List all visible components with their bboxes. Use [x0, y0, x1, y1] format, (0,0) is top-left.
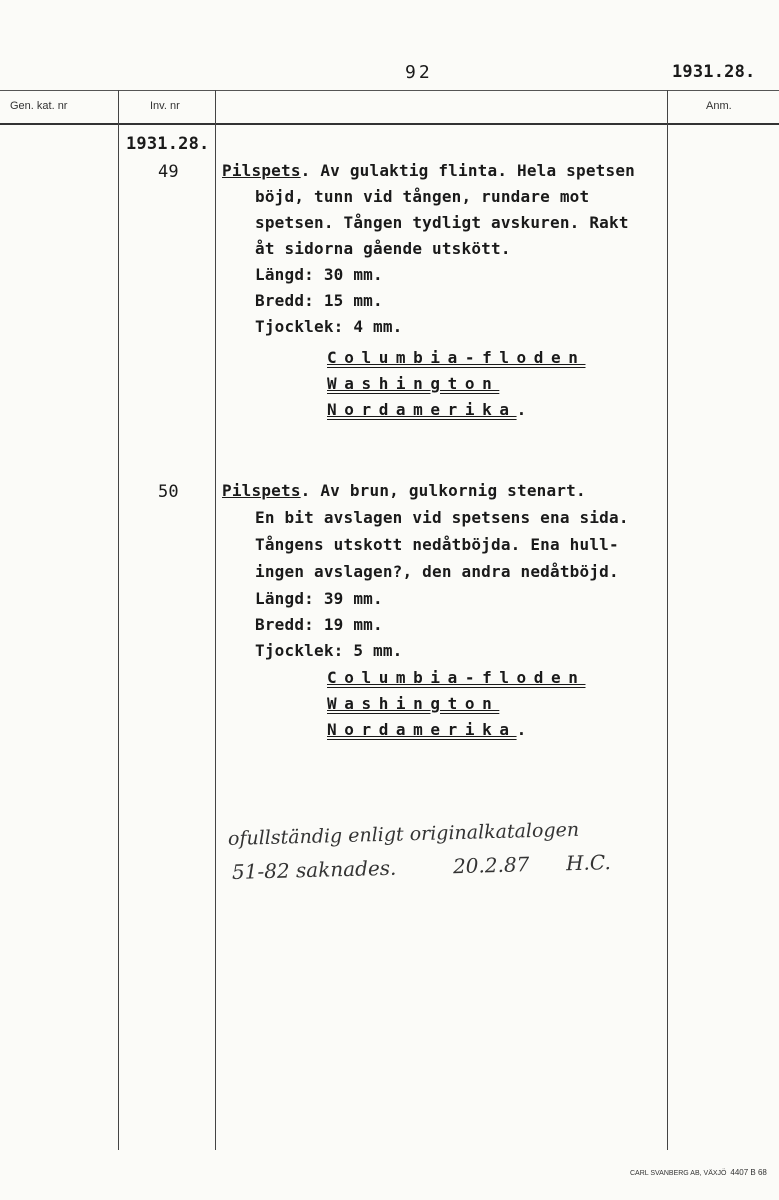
entry-description-text: . Av gulaktig flinta. Hela spetsen — [300, 161, 635, 180]
entry-description-line — [222, 158, 635, 184]
column-divider-2 — [215, 90, 216, 1150]
handwritten-note-line2 — [232, 850, 611, 884]
entry-description-line: En bit avslagen vid spetsens ena sida. — [255, 508, 629, 527]
column-header-inv-nr: Inv. nr — [150, 100, 180, 112]
column-divider-1 — [118, 90, 119, 1150]
entry-length: Längd: 30 mm. — [255, 265, 383, 284]
handwritten-initials: H.C. — [565, 850, 612, 876]
entry-thickness: Tjocklek: 5 mm. — [255, 641, 403, 660]
catalog-number-header: 1931.28. — [672, 62, 756, 82]
page-number: 92 — [405, 62, 433, 83]
entry-width: Bredd: 19 mm. — [255, 615, 383, 634]
printer-imprint — [630, 1168, 767, 1177]
entry-inv-number: 50 — [158, 482, 179, 502]
entry-description-line — [222, 478, 586, 504]
entry-description-line: spetsen. Tången tydligt avskuren. Rakt — [255, 213, 629, 232]
header-top-rule — [0, 90, 779, 91]
handwritten-date: 20.2.87 — [452, 852, 530, 879]
handwritten-missing-range: 51-82 saknades. — [231, 855, 397, 884]
entry-inv-number: 49 — [158, 162, 179, 182]
printer-name: CARL SVANBERG AB, VÄXJÖ — [630, 1170, 727, 1177]
entry-thickness: Tjocklek: 4 mm. — [255, 317, 403, 336]
entry-location-river: Columbia-floden — [327, 668, 586, 687]
entry-description-text: . Av brun, gulkornig stenart. — [300, 481, 586, 500]
header-bottom-rule — [0, 123, 779, 125]
entry-description-line: böjd, tunn vid tången, rundare mot — [255, 187, 590, 206]
entry-location-continent: Nordamerika — [327, 720, 517, 739]
entry-title: Pilspets — [222, 481, 301, 500]
entry-title: Pilspets — [222, 161, 301, 180]
entry-width: Bredd: 15 mm. — [255, 291, 383, 310]
entry-location-state: Washington — [327, 374, 500, 393]
column-header-gen-kat-nr: Gen. kat. nr — [10, 100, 68, 112]
entry-location-period: . — [516, 400, 527, 419]
catalog-reference: 1931.28. — [126, 134, 210, 154]
entry-location-period: . — [516, 720, 527, 739]
column-divider-3 — [667, 90, 668, 1150]
handwritten-note-line1: ofullständig enligt originalkatalogen — [227, 818, 580, 850]
entry-location-state: Washington — [327, 694, 500, 713]
entry-description-line: åt sidorna gående utskött. — [255, 239, 511, 258]
form-number: 4407 B 68 — [730, 1168, 767, 1177]
entry-description-line: Tångens utskott nedåtböjda. Ena hull- — [255, 535, 619, 554]
entry-description-line: ingen avslagen?, den andra nedåtböjd. — [255, 562, 619, 581]
entry-location-river: Columbia-floden — [327, 348, 586, 367]
entry-location-continent: Nordamerika — [327, 400, 517, 419]
column-header-anm: Anm. — [706, 100, 732, 112]
entry-length: Längd: 39 mm. — [255, 589, 383, 608]
